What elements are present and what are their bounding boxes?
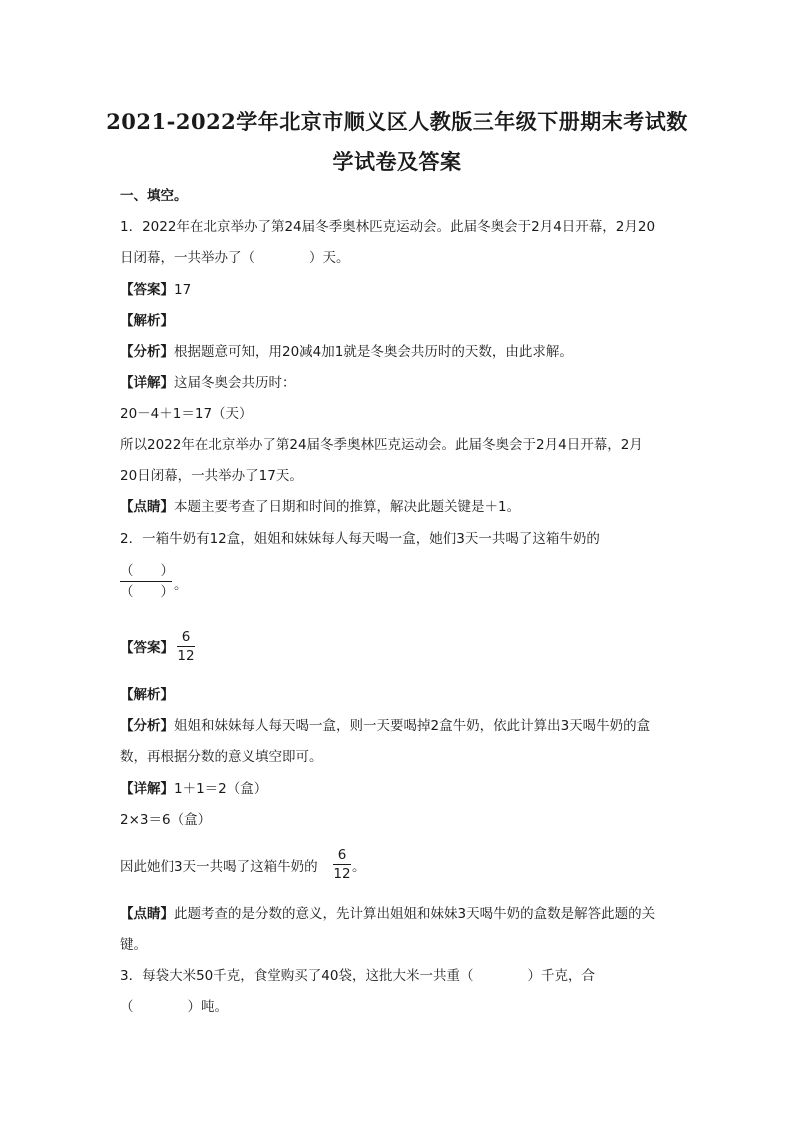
q2-answer-fraction xyxy=(177,629,195,664)
q2-period: 。 xyxy=(174,577,188,593)
blank-denominator: （ ） xyxy=(120,584,174,600)
q3-text-line2: （ ）吨。 xyxy=(120,999,228,1015)
q1-text-line1: 1．2022年在北京举办了第24届冬季奥林匹克运动会。此届冬奥会于2月4日开幕，2月20 xyxy=(120,219,656,235)
section-heading: 一、填空。 xyxy=(120,188,188,204)
q2-conclusion-period: 。 xyxy=(352,859,366,875)
q1-fenxi xyxy=(120,343,573,361)
q2-conclusion: 因此她们3天一共喝了这箱牛奶的 xyxy=(120,859,318,875)
dianjing-tag: 【点睛】 xyxy=(120,906,174,922)
q2-blank-fraction xyxy=(120,563,172,600)
fenxi-text: 根据题意可知，用20减4加1就是冬奥会共历时的天数，由此求解。 xyxy=(174,344,573,360)
q3-text-line1: 3．每袋大米50千克，食堂购买了40袋，这批大米一共重（ ）千克，合 xyxy=(120,968,595,984)
q1-xiangjie xyxy=(120,374,296,392)
q2-dianjing-line2: 键。 xyxy=(120,937,147,953)
conclusion-denominator: 12 xyxy=(333,866,351,882)
fenxi-tag: 【分析】 xyxy=(120,344,174,360)
xiangjie-calc: 1＋1＝2（盒） xyxy=(174,781,268,797)
q1-analysis-tag: 【解析】 xyxy=(120,313,174,329)
dianjing-text: 此题考查的是分数的意义，先计算出姐姐和妹妹3天喝牛奶的盒数是解答此题的关 xyxy=(174,906,656,922)
q1-answer xyxy=(120,281,191,299)
fraction-bar xyxy=(177,646,195,647)
q1-calc: 20－4＋1＝17（天） xyxy=(120,406,253,422)
q2-conclusion-fraction xyxy=(333,847,351,882)
xiangjie-tag: 【详解】 xyxy=(120,781,174,797)
fraction-bar xyxy=(333,864,351,865)
answer-tag: 【答案】 xyxy=(120,282,174,298)
q2-xiangjie xyxy=(120,780,267,798)
fraction-bar xyxy=(120,581,172,582)
xiangjie-text: 这届冬奥会共历时： xyxy=(174,375,296,391)
q1-conclusion-line2: 20日闭幕，一共举办了17天。 xyxy=(120,468,303,484)
dianjing-text: 本题主要考查了日期和时间的推算，解决此题关键是＋1。 xyxy=(174,499,521,515)
q1-text-line2: 日闭幕，一共举办了（ ）天。 xyxy=(120,250,350,266)
q2-calc2: 2×3＝6（盒） xyxy=(120,812,212,828)
q2-fenxi-line2: 数，再根据分数的意义填空即可。 xyxy=(120,749,323,765)
blank-numerator: （ ） xyxy=(120,563,174,579)
fenxi-tag: 【分析】 xyxy=(120,718,174,734)
document-title-line2: 学试卷及答案 xyxy=(332,149,462,174)
q2-fenxi-line1 xyxy=(120,717,650,735)
answer-denominator: 12 xyxy=(177,648,195,664)
q2-answer-tag: 【答案】 xyxy=(120,640,174,656)
q2-text-line1: 2．一箱牛奶有12盒，姐姐和妹妹每人每天喝一盒，她们3天一共喝了这箱牛奶的 xyxy=(120,531,600,547)
conclusion-numerator: 6 xyxy=(337,847,347,863)
answer-numerator: 6 xyxy=(181,629,191,645)
answer-value: 17 xyxy=(174,282,192,298)
q1-dianjing xyxy=(120,498,520,516)
xiangjie-tag: 【详解】 xyxy=(120,375,174,391)
dianjing-tag: 【点睛】 xyxy=(120,499,174,515)
q1-conclusion-line1: 所以2022年在北京举办了第24届冬季奥林匹克运动会。此届冬奥会于2月4日开幕，2月 xyxy=(120,437,643,453)
q2-analysis-tag: 【解析】 xyxy=(120,687,174,703)
q2-dianjing-line1 xyxy=(120,905,655,923)
document-title-line1: 2021-2022学年北京市顺义区人教版三年级下册期末考试数 xyxy=(106,109,688,134)
fenxi-text: 姐姐和妹妹每人每天喝一盒，则一天要喝掉2盒牛奶，依此计算出3天喝牛奶的盒 xyxy=(174,718,651,734)
